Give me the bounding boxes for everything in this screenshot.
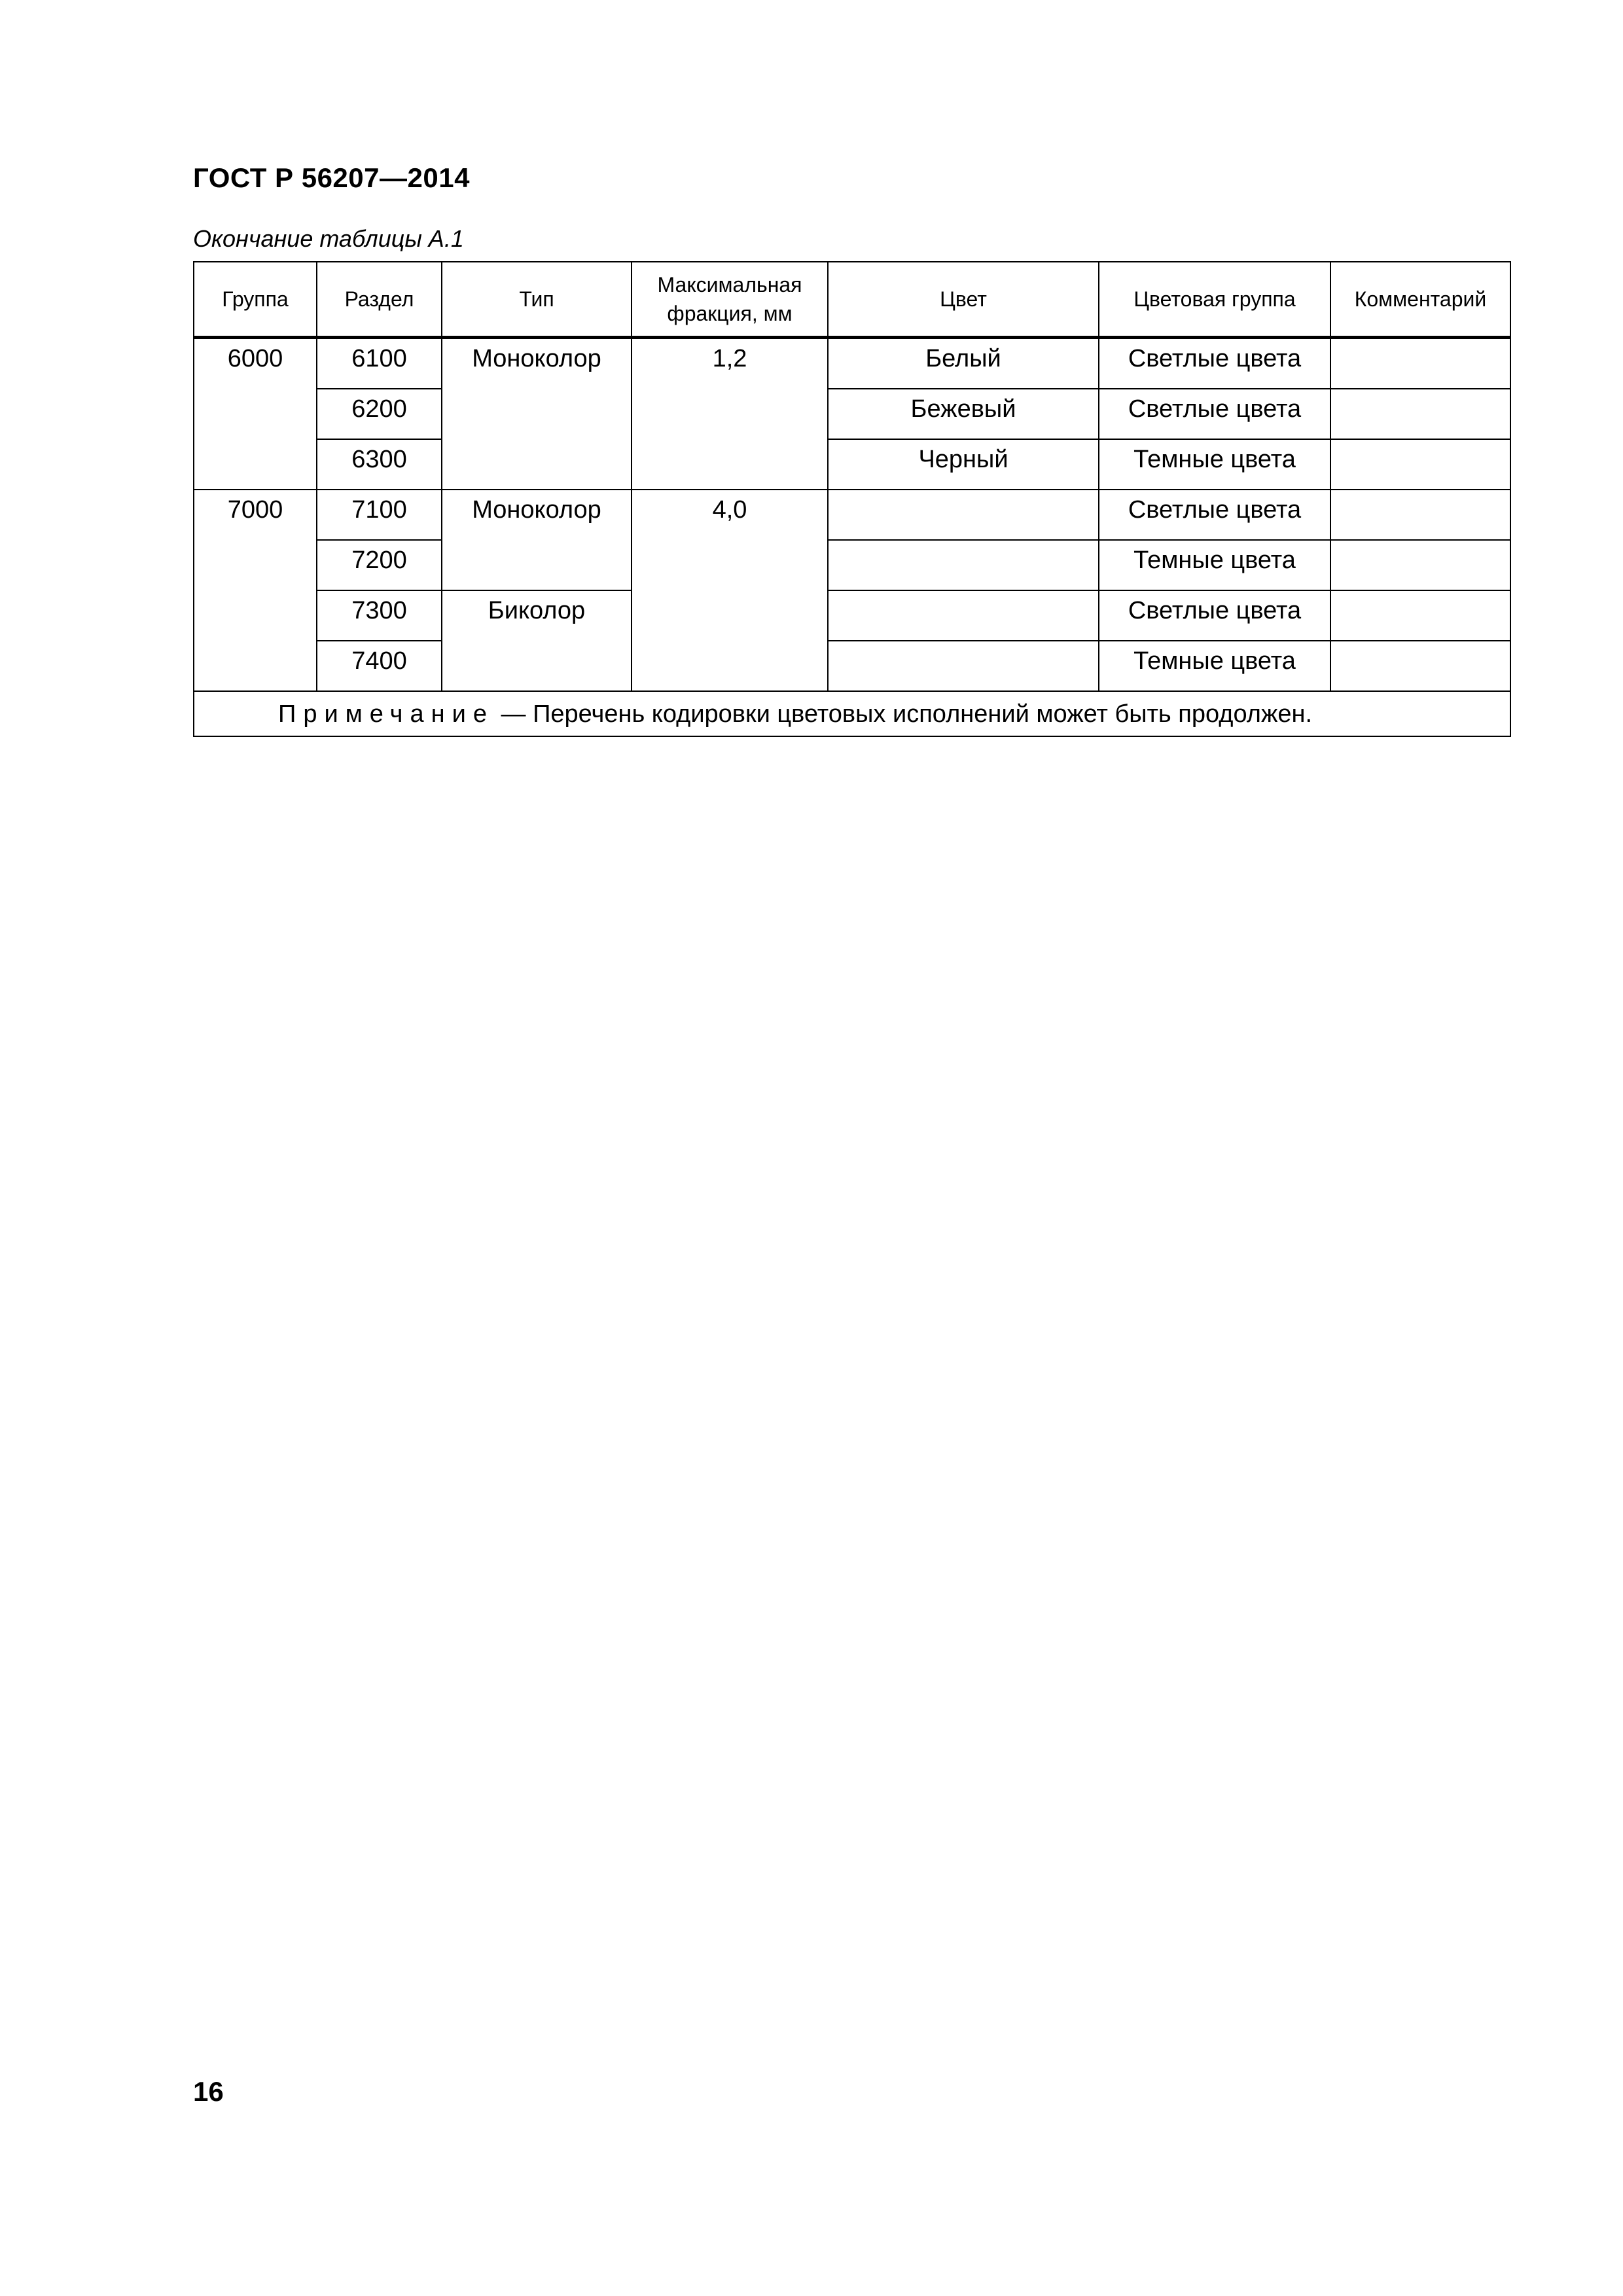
note-cell [194,691,1510,736]
col-header-color-group: Цветовая группа [1099,262,1330,338]
color-cell [828,641,1099,691]
fraction-cell: 4,0 [632,490,828,691]
note-label: Примечание [278,700,494,728]
table-row [194,389,1510,439]
color-cell: Белый [828,338,1099,389]
col-header-color: Цвет [828,262,1099,338]
comment-cell [1330,540,1510,590]
comment-cell [1330,439,1510,490]
page-header: ГОСТ Р 56207—2014 [193,162,470,193]
section-cell: 7400 [317,641,442,691]
color-cell: Черный [828,439,1099,490]
header-row [194,262,1510,338]
color-group-cell: Темные цвета [1099,439,1330,490]
comment-cell [1330,641,1510,691]
col-header-fraction [632,262,828,338]
color-group-cell: Темные цвета [1099,540,1330,590]
table-row [194,590,1510,641]
section-cell: 6300 [317,439,442,490]
col-header-group: Группа [194,262,317,338]
table-row [194,490,1510,540]
note-row [194,691,1510,736]
color-group-cell: Светлые цвета [1099,338,1330,389]
color-cell [828,590,1099,641]
data-table [193,261,1511,737]
color-group-cell: Светлые цвета [1099,389,1330,439]
table-row [194,540,1510,590]
section-cell: 7100 [317,490,442,540]
group-cell: 6000 [194,338,317,490]
comment-cell [1330,490,1510,540]
col-header-fraction-line2: фракция, мм [667,302,793,325]
section-cell: 6200 [317,389,442,439]
col-header-section: Раздел [317,262,442,338]
type-cell: Моноколор [442,490,632,590]
type-cell: Биколор [442,590,632,691]
section-cell: 6100 [317,338,442,389]
note-text: — Перечень кодировки цветовых исполнений может быть продолжен. [493,700,1313,728]
table-row [194,641,1510,691]
col-header-fraction-line1: Максимальная [657,273,802,296]
table-row [194,338,1510,389]
table-caption: Окончание таблицы А.1 [193,225,464,252]
color-group-cell: Светлые цвета [1099,490,1330,540]
comment-cell [1330,338,1510,389]
color-cell: Бежевый [828,389,1099,439]
color-cell [828,490,1099,540]
group-cell: 7000 [194,490,317,691]
table-row [194,439,1510,490]
color-cell [828,540,1099,590]
page-number: 16 [193,2076,224,2107]
col-header-type: Тип [442,262,632,338]
section-cell: 7200 [317,540,442,590]
col-header-comment: Комментарий [1330,262,1510,338]
section-cell: 7300 [317,590,442,641]
comment-cell [1330,389,1510,439]
fraction-cell: 1,2 [632,338,828,490]
comment-cell [1330,590,1510,641]
type-cell: Моноколор [442,338,632,490]
color-group-cell: Светлые цвета [1099,590,1330,641]
color-group-cell: Темные цвета [1099,641,1330,691]
